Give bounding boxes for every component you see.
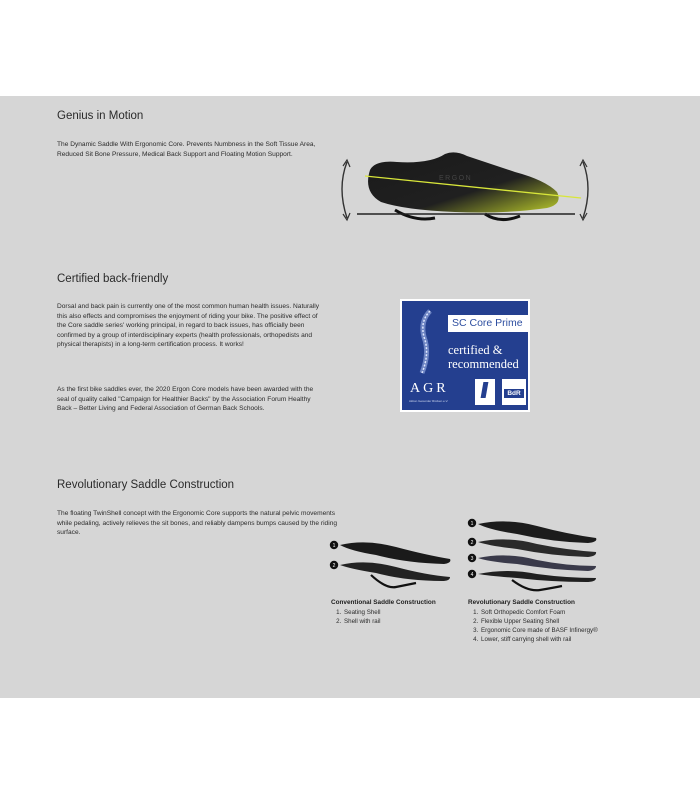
- marker-3-icon: [468, 554, 476, 562]
- rotation-arrow-right-icon: [580, 160, 588, 220]
- caption-conventional: [331, 599, 461, 626]
- svg-text:3: 3: [470, 556, 474, 562]
- svg-text:4: 4: [470, 572, 474, 578]
- badge-certified-line1: certified &: [448, 343, 503, 357]
- rotation-arrow-left-icon: [342, 160, 350, 220]
- text-construction: The floating TwinShell concept with the Ergonomic Core supports the natural pelvic movements while pedaling, actively relieves the sit bones, and reliably dampens bumps caused by the riding surface.: [57, 510, 338, 537]
- saddle-brand-text: ERGON: [439, 175, 473, 182]
- list-item: 1. Seating Shell: [343, 608, 461, 617]
- bdr-logo: [502, 379, 526, 405]
- spine-icon: [412, 307, 442, 379]
- svg-text:2: 2: [332, 563, 336, 569]
- forum-logo: [475, 379, 495, 405]
- badge-certified-text: [448, 343, 530, 371]
- svg-text:1: 1: [470, 521, 474, 527]
- list-item: 4. Lower, stiff carrying shell with rail: [480, 635, 598, 644]
- list-item: 2. Flexible Upper Seating Shell: [480, 617, 598, 626]
- caption-revolutionary: [468, 599, 598, 644]
- revolutionary-saddle-illustration: [462, 516, 602, 592]
- heading-construction: Revolutionary Saddle Construction: [57, 479, 235, 491]
- text-certified-p1: Dorsal and back pain is currently one of the most common human health issues. Naturally this also effects and compromises the enjoyment of riding your bike. The positive effect of the Core saddle series' working principal, in regard to back issues, has officially been confirmed by a group of interdisciplinary experts (health professionals, orthopedists and physical therapists) in a long-term certification process. It works!: [57, 303, 320, 349]
- marker-1-icon: [468, 519, 476, 527]
- marker-1-icon: [330, 541, 338, 549]
- list-item: 3. Ergonomic Core made of BASF Infinergy®: [480, 626, 598, 635]
- certification-badge: [400, 299, 530, 412]
- marker-2-icon: [468, 538, 476, 546]
- agr-logo: AGR: [410, 381, 449, 396]
- caption-conventional-list: [331, 608, 461, 626]
- svg-text:1: 1: [332, 543, 336, 549]
- badge-product-name: SC Core Prime: [448, 315, 528, 332]
- list-item: 1. Soft Orthopedic Comfort Foam: [480, 608, 598, 617]
- caption-revolutionary-list: [468, 608, 598, 644]
- text-genius-in-motion: The Dynamic Saddle With Ergonomic Core. Prevents Numbness in the Soft Tissue Area, Reduced Sit Bone Pressure, Medical Back Support and Floating Motion Support.: [57, 141, 316, 158]
- heading-certified: Certified back-friendly: [57, 273, 169, 285]
- svg-text:2: 2: [470, 540, 474, 546]
- list-item: 2. Shell with rail: [343, 617, 461, 626]
- heading-genius-in-motion: Genius in Motion: [57, 110, 144, 122]
- conventional-saddle-illustration: [326, 537, 456, 593]
- badge-certified-line2: recommended: [448, 357, 519, 371]
- bdr-logo-text: BdR: [504, 389, 524, 398]
- dynamic-saddle-illustration: [335, 148, 595, 230]
- marker-4-icon: [468, 570, 476, 578]
- caption-conventional-title: Conventional Saddle Construction: [331, 599, 436, 606]
- caption-revolutionary-title: Revolutionary Saddle Construction: [468, 599, 575, 606]
- agr-subtitle: Aktion Gesunder Rücken e.V.: [409, 399, 449, 403]
- text-certified-p2: As the first bike saddles ever, the 2020 Ergon Core models have been awarded with the seal of quality called "Campaign for Healthier Backs" by the Association Forum Healthy Back – Better Living and Federal Association of German Back Schools.: [57, 386, 314, 413]
- saddle-shape: [368, 152, 559, 212]
- marker-2-icon: [330, 561, 338, 569]
